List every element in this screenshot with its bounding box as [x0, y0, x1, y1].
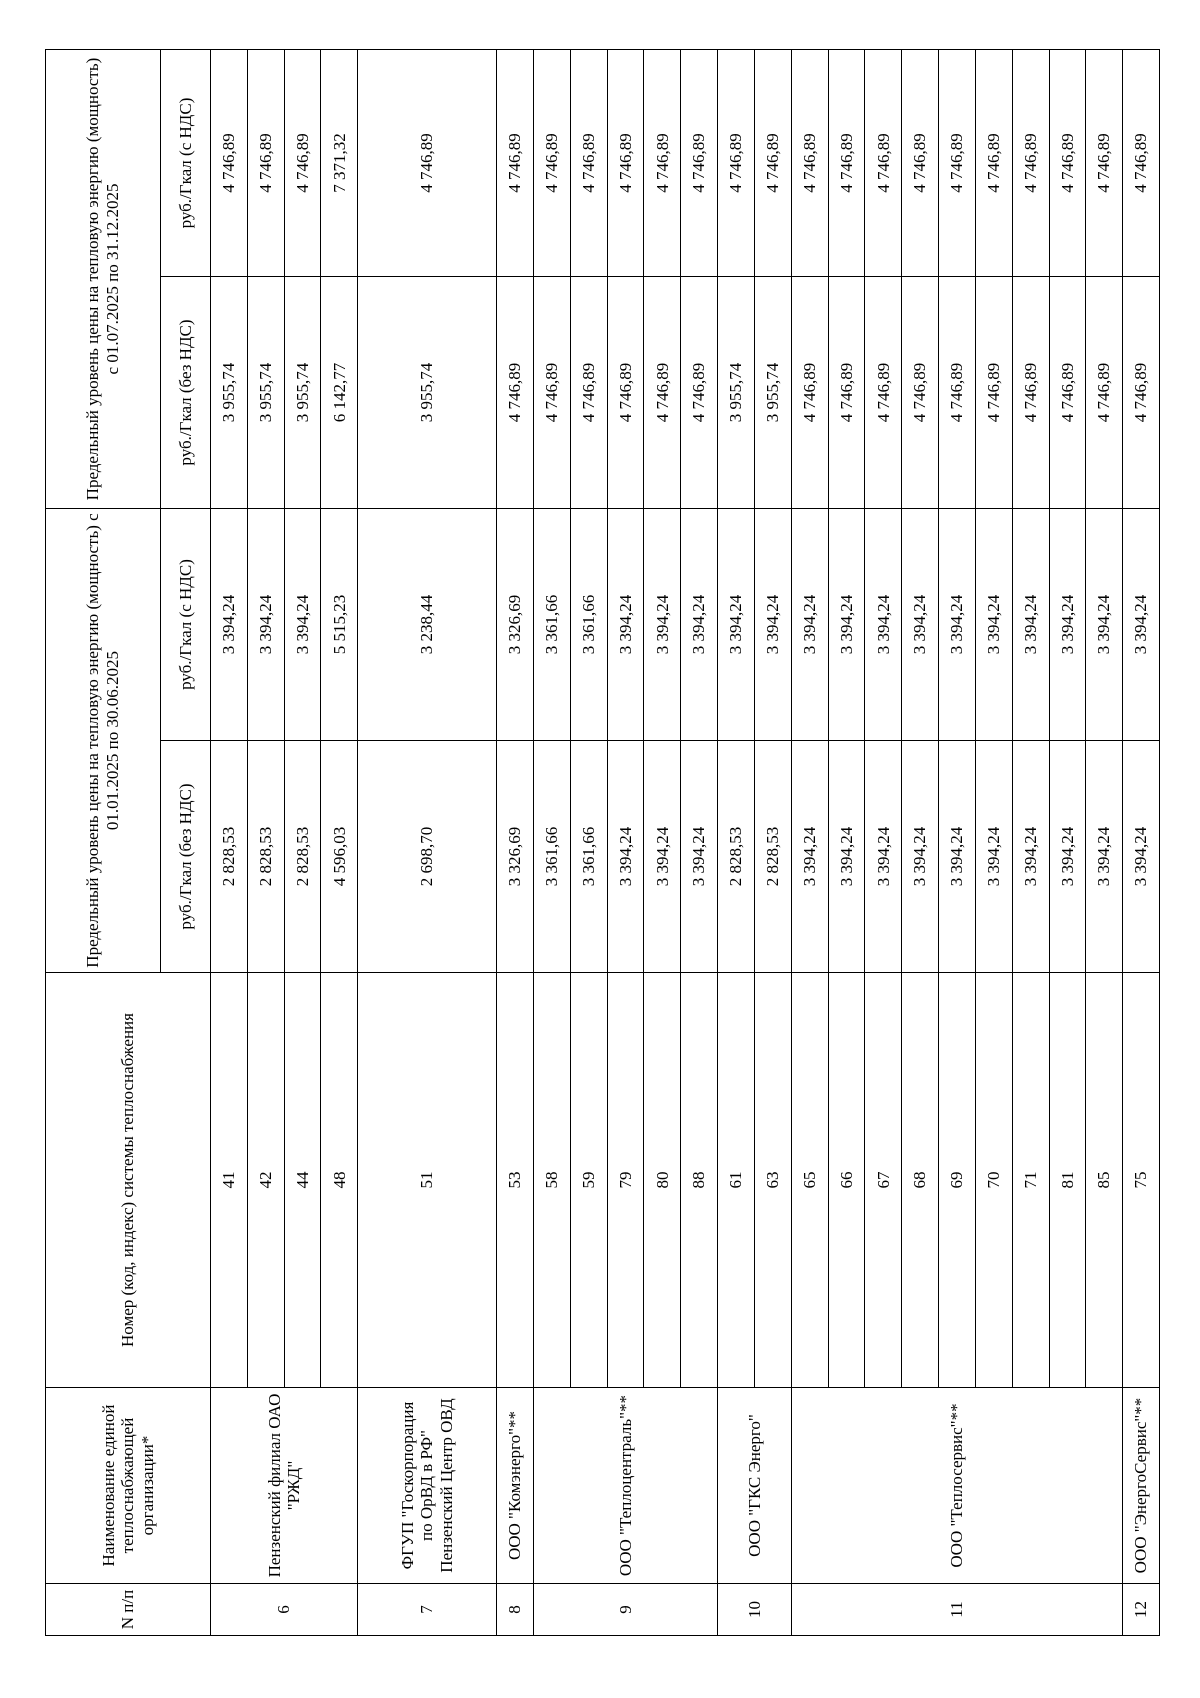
price-p1-no-vat-cell: 3 394,24: [1012, 741, 1049, 973]
price-p2-no-vat-cell: 3 955,74: [211, 277, 248, 509]
price-p1-vat-cell: 3 394,24: [718, 509, 755, 741]
price-p2-no-vat-cell: 4 746,89: [828, 277, 865, 509]
price-p1-no-vat-cell: 2 828,53: [754, 741, 791, 973]
table-row: [358, 50, 497, 1636]
price-p2-vat-cell: 4 746,89: [211, 50, 248, 277]
price-p2-no-vat-cell: 4 746,89: [533, 277, 570, 509]
system-code-cell: 71: [1012, 973, 1049, 1388]
price-p1-vat-cell: 3 394,24: [284, 509, 321, 741]
price-p2-vat-cell: 4 746,89: [570, 50, 607, 277]
price-p1-vat-cell: 3 394,24: [791, 509, 828, 741]
price-p2-no-vat-cell: 4 746,89: [681, 277, 718, 509]
system-code-cell: 51: [358, 973, 497, 1388]
price-p1-no-vat-cell: 3 394,24: [1123, 741, 1160, 973]
header-p1-vat: руб./Гкал (с НДС): [161, 509, 211, 741]
system-code-cell: 61: [718, 973, 755, 1388]
system-code-cell: 68: [902, 973, 939, 1388]
price-p1-vat-cell: 3 394,24: [644, 509, 681, 741]
price-p2-vat-cell: 4 746,89: [865, 50, 902, 277]
price-p1-vat-cell: 3 394,24: [607, 509, 644, 741]
price-p1-no-vat-cell: 3 394,24: [1049, 741, 1086, 973]
organization-cell: ООО "Комэнерго"**: [497, 1388, 534, 1584]
price-p1-vat-cell: 3 394,24: [865, 509, 902, 741]
price-p1-no-vat-cell: 3 326,69: [497, 741, 534, 973]
price-p2-vat-cell: 4 746,89: [284, 50, 321, 277]
price-p1-vat-cell: 3 394,24: [1123, 509, 1160, 741]
price-p2-vat-cell: 4 746,89: [681, 50, 718, 277]
price-p2-vat-cell: 4 746,89: [644, 50, 681, 277]
price-p1-no-vat-cell: 3 361,66: [533, 741, 570, 973]
system-code-cell: 81: [1049, 973, 1086, 1388]
row-number-cell: 9: [533, 1584, 717, 1636]
row-number-cell: 11: [791, 1584, 1122, 1636]
price-p1-no-vat-cell: 3 394,24: [681, 741, 718, 973]
system-code-cell: 58: [533, 973, 570, 1388]
price-p2-no-vat-cell: 4 746,89: [939, 277, 976, 509]
price-p1-vat-cell: 3 394,24: [1086, 509, 1123, 741]
price-p1-no-vat-cell: 3 394,24: [902, 741, 939, 973]
price-p1-vat-cell: 3 394,24: [939, 509, 976, 741]
header-system: Номер (код, индекс) системы теплоснабжения: [46, 973, 211, 1388]
price-p2-no-vat-cell: 4 746,89: [607, 277, 644, 509]
price-p2-vat-cell: 4 746,89: [247, 50, 284, 277]
price-p2-vat-cell: 4 746,89: [939, 50, 976, 277]
price-p1-no-vat-cell: 3 394,24: [607, 741, 644, 973]
price-p1-no-vat-cell: 2 828,53: [247, 741, 284, 973]
organization-cell: ООО "ГКС Энерго": [718, 1388, 792, 1584]
price-p1-no-vat-cell: 3 394,24: [828, 741, 865, 973]
price-p2-vat-cell: 4 746,89: [497, 50, 534, 277]
system-code-cell: 53: [497, 973, 534, 1388]
system-code-cell: 67: [865, 973, 902, 1388]
price-p2-vat-cell: 4 746,89: [754, 50, 791, 277]
price-p2-no-vat-cell: 4 746,89: [570, 277, 607, 509]
price-p2-no-vat-cell: 4 746,89: [902, 277, 939, 509]
price-p1-no-vat-cell: 3 394,24: [1086, 741, 1123, 973]
table-row: [497, 50, 534, 1636]
price-p1-no-vat-cell: 3 394,24: [644, 741, 681, 973]
organization-cell: ООО "Теплоцентраль"**: [533, 1388, 717, 1584]
price-p1-vat-cell: 3 238,44: [358, 509, 497, 741]
row-number-cell: 7: [358, 1584, 497, 1636]
price-p1-vat-cell: 3 394,24: [1012, 509, 1049, 741]
price-p2-vat-cell: 7 371,32: [321, 50, 358, 277]
price-p2-no-vat-cell: 4 746,89: [975, 277, 1012, 509]
system-code-cell: 80: [644, 973, 681, 1388]
price-p2-vat-cell: 4 746,89: [718, 50, 755, 277]
price-p2-no-vat-cell: 3 955,74: [754, 277, 791, 509]
price-p1-no-vat-cell: 3 394,24: [939, 741, 976, 973]
price-p1-vat-cell: 3 326,69: [497, 509, 534, 741]
price-p1-vat-cell: 5 515,23: [321, 509, 358, 741]
table-row: [791, 50, 828, 1636]
price-p1-no-vat-cell: 3 394,24: [975, 741, 1012, 973]
organization-cell: ООО "Теплосервис"**: [791, 1388, 1122, 1584]
system-code-cell: 79: [607, 973, 644, 1388]
price-p2-vat-cell: 4 746,89: [1012, 50, 1049, 277]
system-code-cell: 65: [791, 973, 828, 1388]
price-p1-vat-cell: 3 361,66: [533, 509, 570, 741]
header-num: N п/п: [46, 1584, 211, 1636]
price-p1-no-vat-cell: 2 828,53: [211, 741, 248, 973]
price-p2-no-vat-cell: 3 955,74: [284, 277, 321, 509]
price-p2-vat-cell: 4 746,89: [902, 50, 939, 277]
table-row: [211, 50, 248, 1636]
price-p1-vat-cell: 3 394,24: [902, 509, 939, 741]
table-header: [46, 50, 211, 1636]
system-code-cell: 42: [247, 973, 284, 1388]
price-p1-vat-cell: 3 394,24: [211, 509, 248, 741]
price-p1-no-vat-cell: 3 394,24: [865, 741, 902, 973]
price-p1-vat-cell: 3 361,66: [570, 509, 607, 741]
header-p1-no-vat: руб./Гкал (без НДС): [161, 741, 211, 973]
organization-cell: Пензенский филиал ОАО "РЖД": [211, 1388, 358, 1584]
system-code-cell: 75: [1123, 973, 1160, 1388]
price-p1-vat-cell: 3 394,24: [247, 509, 284, 741]
price-p2-no-vat-cell: 4 746,89: [1012, 277, 1049, 509]
price-p1-no-vat-cell: 2 698,70: [358, 741, 497, 973]
system-code-cell: 63: [754, 973, 791, 1388]
system-code-cell: 85: [1086, 973, 1123, 1388]
table-body: [211, 50, 1160, 1636]
table-row: [718, 50, 755, 1636]
price-p1-vat-cell: 3 394,24: [828, 509, 865, 741]
price-p2-no-vat-cell: 3 955,74: [247, 277, 284, 509]
price-p2-vat-cell: 4 746,89: [1086, 50, 1123, 277]
table-row: [1123, 50, 1160, 1636]
price-p1-vat-cell: 3 394,24: [754, 509, 791, 741]
system-code-cell: 70: [975, 973, 1012, 1388]
header-period-1: Предельный уровень цены на тепловую энергию (мощность) с 01.01.2025 по 30.06.2025: [46, 509, 161, 973]
header-p2-no-vat: руб./Гкал (без НДС): [161, 277, 211, 509]
price-p2-no-vat-cell: 3 955,74: [718, 277, 755, 509]
row-number-cell: 10: [718, 1584, 792, 1636]
header-period-2: Предельный уровень цены на тепловую энергию (мощность) с 01.07.2025 по 31.12.2025: [46, 50, 161, 509]
price-p2-vat-cell: 4 746,89: [791, 50, 828, 277]
system-code-cell: 66: [828, 973, 865, 1388]
table-row: [533, 50, 570, 1636]
system-code-cell: 48: [321, 973, 358, 1388]
price-p2-vat-cell: 4 746,89: [1049, 50, 1086, 277]
price-p2-no-vat-cell: 4 746,89: [644, 277, 681, 509]
price-p2-no-vat-cell: 4 746,89: [1123, 277, 1160, 509]
price-p2-no-vat-cell: 4 746,89: [497, 277, 534, 509]
price-p2-no-vat-cell: 4 746,89: [791, 277, 828, 509]
price-p2-vat-cell: 4 746,89: [533, 50, 570, 277]
organization-cell: ООО "ЭнергоСервис"**: [1123, 1388, 1160, 1584]
price-p2-vat-cell: 4 746,89: [828, 50, 865, 277]
tariff-document-page: [45, 50, 1160, 1636]
price-p1-vat-cell: 3 394,24: [975, 509, 1012, 741]
header-org: Наименование единой теплоснабжающей организации*: [46, 1388, 211, 1584]
system-code-cell: 59: [570, 973, 607, 1388]
price-p1-vat-cell: 3 394,24: [1049, 509, 1086, 741]
price-p2-vat-cell: 4 746,89: [1123, 50, 1160, 277]
price-p2-vat-cell: 4 746,89: [607, 50, 644, 277]
price-p1-no-vat-cell: 2 828,53: [284, 741, 321, 973]
price-p2-vat-cell: 4 746,89: [358, 50, 497, 277]
row-number-cell: 12: [1123, 1584, 1160, 1636]
row-number-cell: 8: [497, 1584, 534, 1636]
price-p2-no-vat-cell: 6 142,77: [321, 277, 358, 509]
system-code-cell: 88: [681, 973, 718, 1388]
tariff-table: [45, 49, 1160, 1636]
price-p2-no-vat-cell: 4 746,89: [1049, 277, 1086, 509]
price-p1-no-vat-cell: 4 596,03: [321, 741, 358, 973]
system-code-cell: 41: [211, 973, 248, 1388]
price-p2-no-vat-cell: 4 746,89: [865, 277, 902, 509]
header-p2-vat: руб./Гкал (с НДС): [161, 50, 211, 277]
price-p2-no-vat-cell: 3 955,74: [358, 277, 497, 509]
row-number-cell: 6: [211, 1584, 358, 1636]
price-p1-no-vat-cell: 3 361,66: [570, 741, 607, 973]
price-p2-no-vat-cell: 4 746,89: [1086, 277, 1123, 509]
price-p2-vat-cell: 4 746,89: [975, 50, 1012, 277]
system-code-cell: 44: [284, 973, 321, 1388]
price-p1-no-vat-cell: 3 394,24: [791, 741, 828, 973]
price-p1-no-vat-cell: 2 828,53: [718, 741, 755, 973]
organization-cell: ФГУП "Госкорпорация по ОрВД в РФ" Пензенский Центр ОВД: [358, 1388, 497, 1584]
system-code-cell: 69: [939, 973, 976, 1388]
price-p1-vat-cell: 3 394,24: [681, 509, 718, 741]
